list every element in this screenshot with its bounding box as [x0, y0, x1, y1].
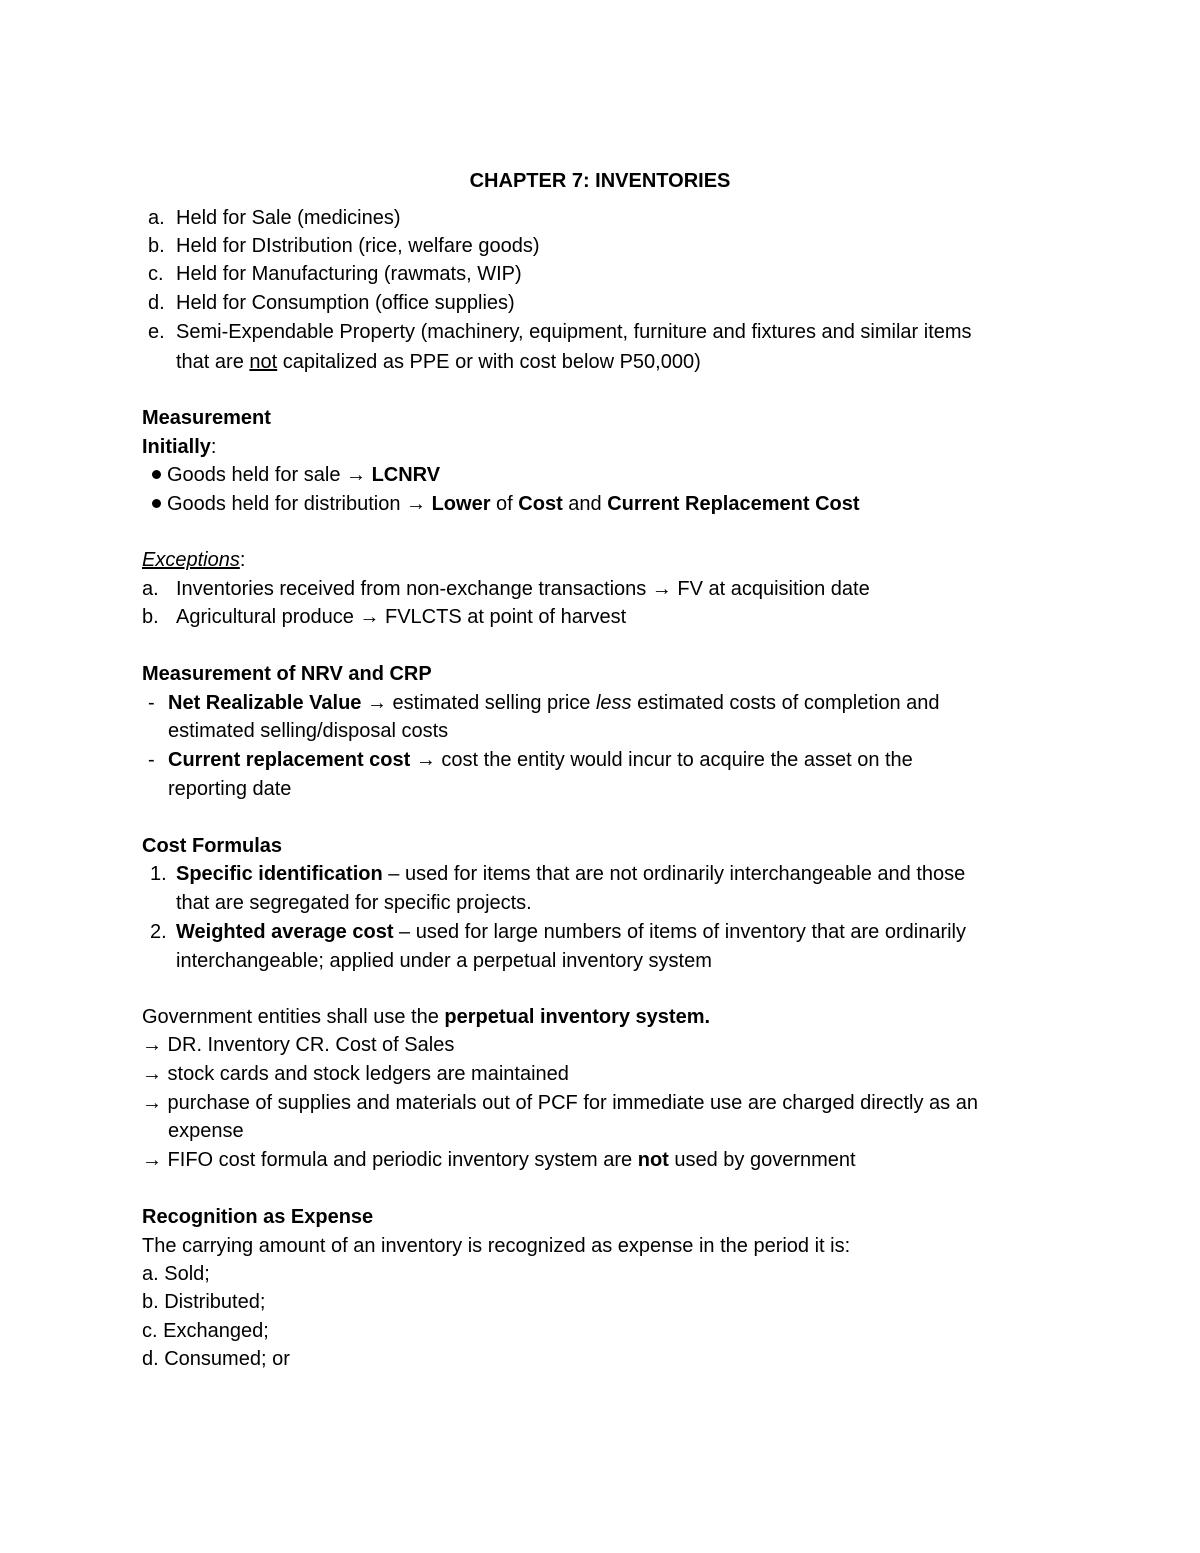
recognition-item: b. Distributed;	[142, 1291, 266, 1313]
measurement-heading: Measurement	[142, 407, 271, 429]
category-item: e. Semi-Expendable Property (machinery, equipment, furniture and fixtures and similar items	[148, 321, 972, 343]
perpetual-statement: Government entities shall use the perpetual inventory system.	[142, 1006, 711, 1028]
recognition-intro: The carrying amount of an inventory is recognized as expense in the period it is:	[142, 1235, 851, 1257]
chapter-title: CHAPTER 7: INVENTORIES	[469, 170, 731, 192]
measurement-bullet: Goods held for distribution → Lower of Cost and Current Replacement Cost	[152, 492, 860, 516]
cost-formula-continuation: interchangeable; applied under a perpetual inventory system	[176, 950, 712, 972]
perpetual-item-continuation: expense	[168, 1120, 244, 1142]
exception-item: a. Inventories received from non-exchange transactions → FV at acquisition date	[142, 578, 870, 600]
nrv-item-continuation: estimated selling/disposal costs	[168, 720, 449, 742]
exception-item: b. Agricultural produce → FVLCTS at point of harvest	[142, 606, 627, 628]
nrv-item: - Current replacement cost → cost the entity would incur to acquire the asset on the	[148, 749, 913, 771]
category-item: a. Held for Sale (medicines)	[148, 207, 401, 229]
category-item: b. Held for DIstribution (rice, welfare goods)	[148, 235, 540, 257]
recognition-item: d. Consumed; or	[142, 1348, 290, 1370]
perpetual-item: → DR. Inventory CR. Cost of Sales	[142, 1034, 455, 1056]
recognition-heading: Recognition as Expense	[142, 1206, 374, 1228]
cost-formula-continuation: that are segregated for specific projects.	[176, 892, 532, 914]
recognition-item: c. Exchanged;	[142, 1320, 269, 1342]
cost-formulas-heading: Cost Formulas	[142, 835, 283, 857]
emphasis-not: not	[249, 351, 278, 373]
bullet-icon	[152, 470, 161, 479]
perpetual-item: → purchase of supplies and materials out of PCF for immediate use are charged directly as an	[142, 1092, 978, 1114]
category-item: c. Held for Manufacturing (rawmats, WIP)	[148, 263, 522, 285]
recognition-item: a. Sold;	[142, 1263, 210, 1285]
nrv-item: - Net Realizable Value → estimated selling price less estimated costs of completion and	[148, 692, 940, 714]
perpetual-item: → stock cards and stock ledgers are maintained	[142, 1063, 569, 1085]
nrv-heading: Measurement of NRV and CRP	[142, 663, 432, 685]
measurement-bullet: Goods held for sale → LCNRV	[152, 463, 440, 487]
cost-formula-item: 2. Weighted average cost – used for large numbers of items of inventory that are ordinarily	[150, 921, 966, 943]
category-item: d. Held for Consumption (office supplies)	[148, 292, 515, 314]
bullet-icon	[152, 499, 161, 508]
nrv-item-continuation: reporting date	[168, 778, 292, 800]
category-item-continuation: that are not capitalized as PPE or with cost below P50,000)	[176, 351, 701, 373]
cost-formula-item: 1. Specific identification – used for items that are not ordinarily interchangeable and those	[150, 863, 966, 885]
initially-label: Initially:	[142, 436, 217, 458]
exceptions-label: Exceptions:	[142, 549, 246, 571]
perpetual-item: → FIFO cost formula and periodic inventory system are not used by government	[142, 1149, 856, 1171]
